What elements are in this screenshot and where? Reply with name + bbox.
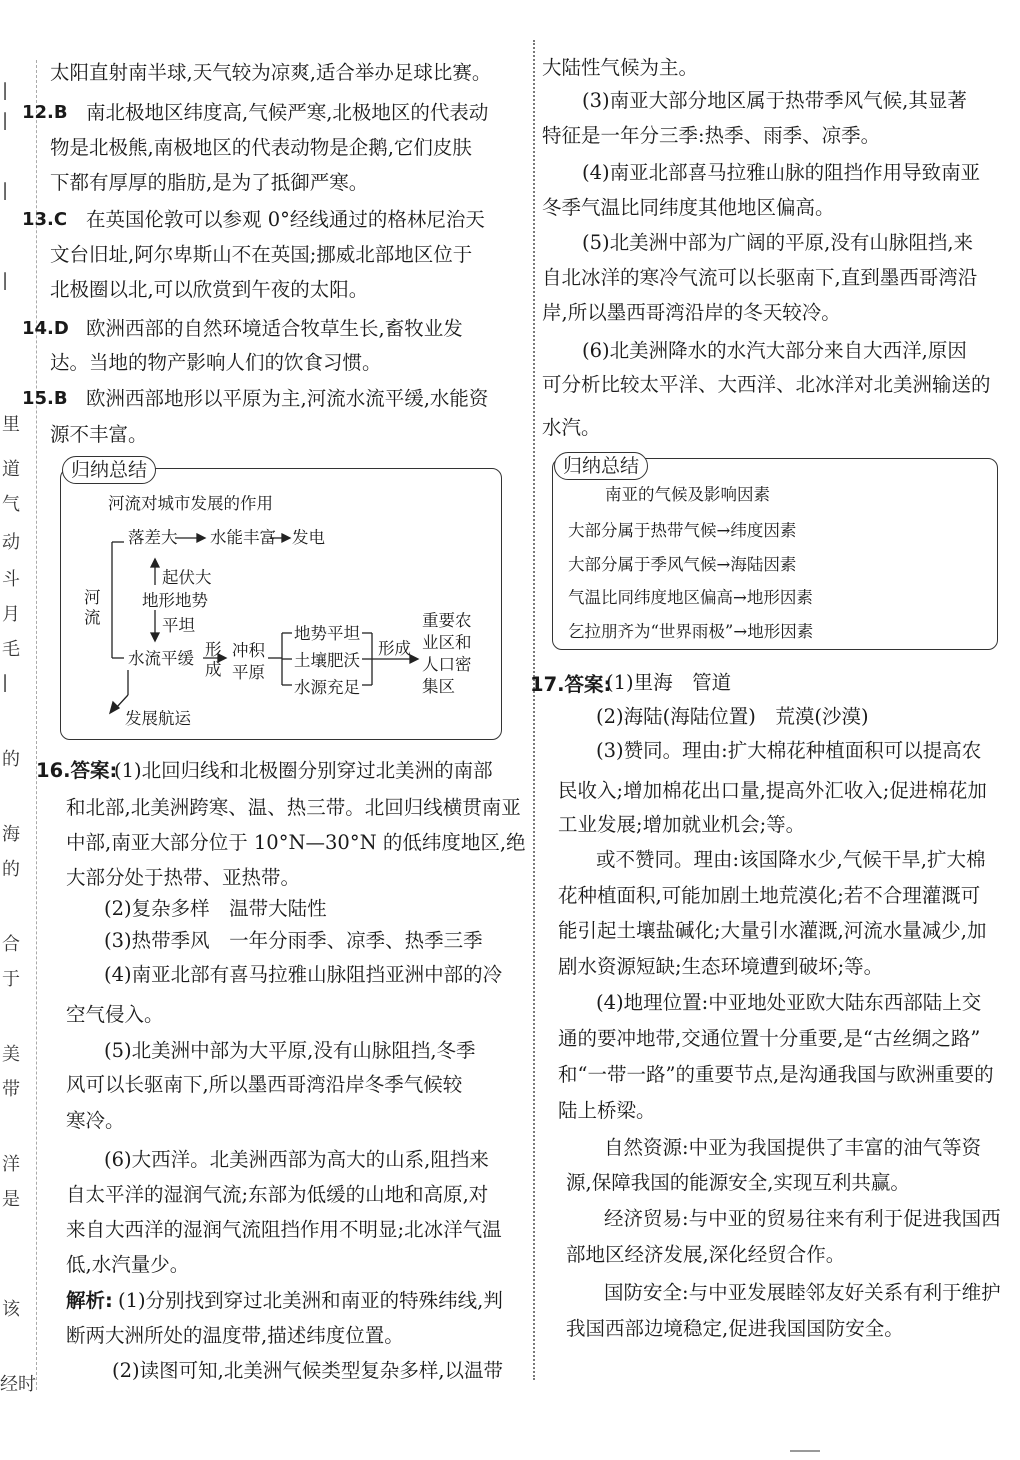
question-number: 12.B: [22, 102, 68, 123]
node-form-1: 形成: [205, 640, 222, 679]
margin-char: 月: [2, 604, 20, 625]
node-hydropower-rich: 水能丰富: [210, 528, 276, 547]
text-line: 自然资源:中亚为我国提供了丰富的油气等资: [604, 1136, 982, 1159]
text-line: 大陆性气候为主。: [542, 56, 699, 79]
text-line: (1)分别找到穿过北美洲和南亚的特殊纬线,判: [118, 1289, 503, 1312]
text-line: 欧洲西部的自然环境适合牧草生长,畜牧业发: [86, 317, 463, 340]
text-line: 大部分处于热带、亚热带。: [66, 866, 301, 889]
text-line: 能引起土壤盐碱化;大量引水灌溉,河流水量减少,加: [558, 919, 987, 942]
text-line: (3)热带季风 一年分雨季、凉季、热季三季: [104, 929, 483, 952]
node-flat: 平坦: [162, 616, 195, 635]
text-line: 自太平洋的湿润气流;东部为低缓的山地和高原,对: [66, 1183, 489, 1206]
margin-char: 的: [2, 749, 20, 770]
margin-char: 气: [2, 494, 20, 515]
text-line: 寒冷。: [66, 1109, 125, 1132]
text-line: (5)北美洲中部为广阔的平原,没有山脉阻挡,来: [582, 231, 974, 254]
node-fertile-soil: 土壤肥沃: [294, 651, 360, 670]
text-line: (2)复杂多样 温带大陆性: [104, 897, 327, 920]
analysis-label: 解析:: [66, 1289, 113, 1312]
text-line: (6)大西洋。北美洲西部为高大的山系,阻挡来: [104, 1148, 489, 1171]
text-line: 我国西部边境稳定,促进我国国防安全。: [566, 1317, 904, 1340]
summary-item: 大部分属于热带气候→纬度因素: [568, 521, 797, 540]
text-line: 下都有厚厚的脂肪,是为了抵御严寒。: [50, 171, 369, 194]
text-line: (6)北美洲降水的水汽大部分来自大西洋,原因: [582, 339, 967, 362]
text-line: (2)读图可知,北美洲气候类型复杂多样,以温带: [112, 1359, 504, 1382]
text-line: 北极圈以北,可以欣赏到午夜的太阳。: [50, 278, 369, 301]
margin-char: 斗: [2, 569, 20, 590]
text-line: (4)地理位置:中亚地处亚欧大陆东西部陆上交: [596, 991, 982, 1014]
text-line: 陆上桥梁。: [558, 1099, 656, 1122]
text-line: 通的要冲地带,交通位置十分重要,是“古丝绸之路”: [558, 1027, 981, 1050]
node-river: 河流: [84, 588, 101, 627]
margin-char: 经时: [0, 1374, 36, 1395]
text-line: (2)海陆(海陆位置) 荒漠(沙漠): [596, 705, 869, 728]
summary-tag: 归纳总结: [554, 452, 648, 480]
answer-label: 16.答案:: [36, 759, 118, 782]
node-alluvial-plain: 冲积平原: [232, 641, 265, 682]
text-line: 和“一带一路”的重要节点,是沟通我国与欧洲重要的: [558, 1063, 994, 1086]
column-divider: [533, 40, 535, 1380]
river-diagram-lines: [60, 470, 500, 740]
text-line: 国防安全:与中亚发展睦邻友好关系有利于维护: [604, 1281, 1001, 1304]
margin-char: 海: [2, 824, 20, 845]
margin-char: 是: [2, 1189, 20, 1210]
question-number: 15.B: [22, 388, 68, 409]
text-line: 欧洲西部地形以平原为主,河流水流平缓,水能资: [86, 387, 489, 410]
node-power-generation: 发电: [292, 528, 325, 547]
footer-mark: [790, 1450, 820, 1452]
node-ample-water: 水源充足: [294, 678, 360, 697]
margin-char: |: [2, 180, 9, 201]
text-line: 太阳直射南半球,天气较为凉爽,适合举办足球比赛。: [50, 61, 492, 84]
text-line: 源不丰富。: [50, 423, 148, 446]
margin-char: 于: [2, 969, 20, 990]
text-line: 剧水资源短缺;生态环境遭到破坏;等。: [558, 955, 884, 978]
margin-char: |: [2, 672, 9, 693]
node-agri-population-zone: 重要农业区和人口密集区: [422, 611, 472, 696]
text-line: 源,保障我国的能源安全,实现互利共赢。: [566, 1171, 910, 1194]
summary-item: 大部分属于季风气候→海陆因素: [568, 555, 797, 574]
margin-char: 美: [2, 1044, 20, 1065]
text-line: 岸,所以墨西哥湾沿岸的冬天较冷。: [542, 301, 841, 324]
margin-char: |: [2, 80, 9, 101]
left-margin-dashed-line: [36, 60, 37, 1390]
node-drop-large: 落差大: [128, 528, 178, 547]
node-shipping: 发展航运: [125, 709, 191, 728]
margin-char: 动: [2, 532, 20, 553]
margin-char: 洋: [2, 1154, 20, 1175]
text-line: (3)赞同。理由:扩大棉花种植面积可以提高农: [596, 739, 982, 762]
text-line: 自北冰洋的寒冷气流可以长驱南下,直到墨西哥湾沿: [542, 266, 978, 289]
text-line: 和北部,北美洲跨寒、温、热三带。北回归线横贯南亚: [66, 796, 521, 819]
text-line: 花种植面积,可能加剧土地荒漠化;若不合理灌溉可: [558, 884, 981, 907]
text-line: 风可以长驱南下,所以墨西哥湾沿岸冬季气候较: [66, 1073, 463, 1096]
margin-char: 里: [2, 414, 20, 435]
text-line: (5)北美洲中部为大平原,没有山脉阻挡,冬季: [104, 1039, 476, 1062]
summary-tag: 归纳总结: [62, 456, 156, 484]
diagram-title: 河流对城市发展的作用: [108, 494, 273, 513]
summary-title: 南亚的气候及影响因素: [605, 485, 770, 504]
text-line: (4)南亚北部喜马拉雅山脉的阻挡作用导致南亚: [582, 161, 981, 184]
text-line: 低,水汽量少。: [66, 1253, 190, 1276]
node-gentle-flow: 水流平缓: [128, 649, 194, 668]
node-undulating: 起伏大: [162, 568, 212, 587]
text-line: 空气侵入。: [66, 1003, 164, 1026]
question-number: 14.D: [22, 318, 69, 339]
text-line: (3)南亚大部分地区属于热带季风气候,其显著: [582, 89, 967, 112]
text-line: 可分析比较太平洋、大西洋、北冰洋对北美洲输送的: [542, 373, 991, 396]
margin-char: |: [2, 110, 9, 131]
node-terrain: 地形地势: [142, 591, 208, 610]
text-line: 在英国伦敦可以参观 0°经线通过的格林尼治天: [86, 208, 485, 231]
margin-char: 带: [2, 1079, 20, 1100]
text-line: 经济贸易:与中亚的贸易往来有利于促进我国西: [604, 1207, 1001, 1230]
text-line: 中部,南亚大部分位于 10°N—30°N 的低纬度地区,绝: [66, 831, 526, 854]
summary-item: 乞拉朋齐为“世界雨极”→地形因素: [568, 622, 814, 641]
text-line: 来自大西洋的湿润气流阻挡作用不明显;北冰洋气温: [66, 1218, 502, 1241]
margin-char: 该: [2, 1299, 20, 1320]
text-line: 水汽。: [542, 416, 601, 439]
margin-char: 合: [2, 934, 20, 955]
answer-label: 17.答案:: [530, 673, 612, 696]
text-line: 断两大洲所处的温度带,描述纬度位置。: [66, 1324, 404, 1347]
text-line: 冬季气温比同纬度其他地区偏高。: [542, 196, 835, 219]
node-flat-terrain: 地势平坦: [294, 624, 360, 643]
text-line: (1)北回归线和北极圈分别穿过北美洲的南部: [114, 759, 493, 782]
text-line: (1)里海 管道: [606, 671, 732, 694]
text-line: 或不赞同。理由:该国降水少,气候干旱,扩大棉: [596, 848, 986, 871]
text-line: 特征是一年分三季:热季、雨季、凉季。: [542, 124, 881, 147]
text-line: 达。当地的物产影响人们的饮食习惯。: [50, 351, 382, 374]
text-line: 民收入;增加棉花出口量,提高外汇收入;促进棉花加: [558, 779, 987, 802]
question-number: 13.C: [22, 209, 68, 230]
margin-char: 毛: [2, 639, 20, 660]
summary-item: 气温比同纬度地区偏高→地形因素: [568, 588, 813, 607]
text-line: (4)南亚北部有喜马拉雅山脉阻挡亚洲中部的冷: [104, 963, 503, 986]
text-line: 文台旧址,阿尔卑斯山不在英国;挪威北部地区位于: [50, 243, 473, 266]
text-line: 部地区经济发展,深化经贸合作。: [566, 1243, 846, 1266]
text-line: 物是北极熊,南极地区的代表动物是企鹅,它们皮肤: [50, 136, 472, 159]
node-form-2: 形成: [378, 639, 411, 658]
text-line: 工业发展;增加就业机会;等。: [558, 813, 806, 836]
margin-char: |: [2, 270, 9, 291]
text-line: 南北极地区纬度高,气候严寒,北极地区的代表动: [86, 101, 489, 124]
margin-char: 的: [2, 859, 20, 880]
margin-char: 道: [2, 459, 20, 480]
